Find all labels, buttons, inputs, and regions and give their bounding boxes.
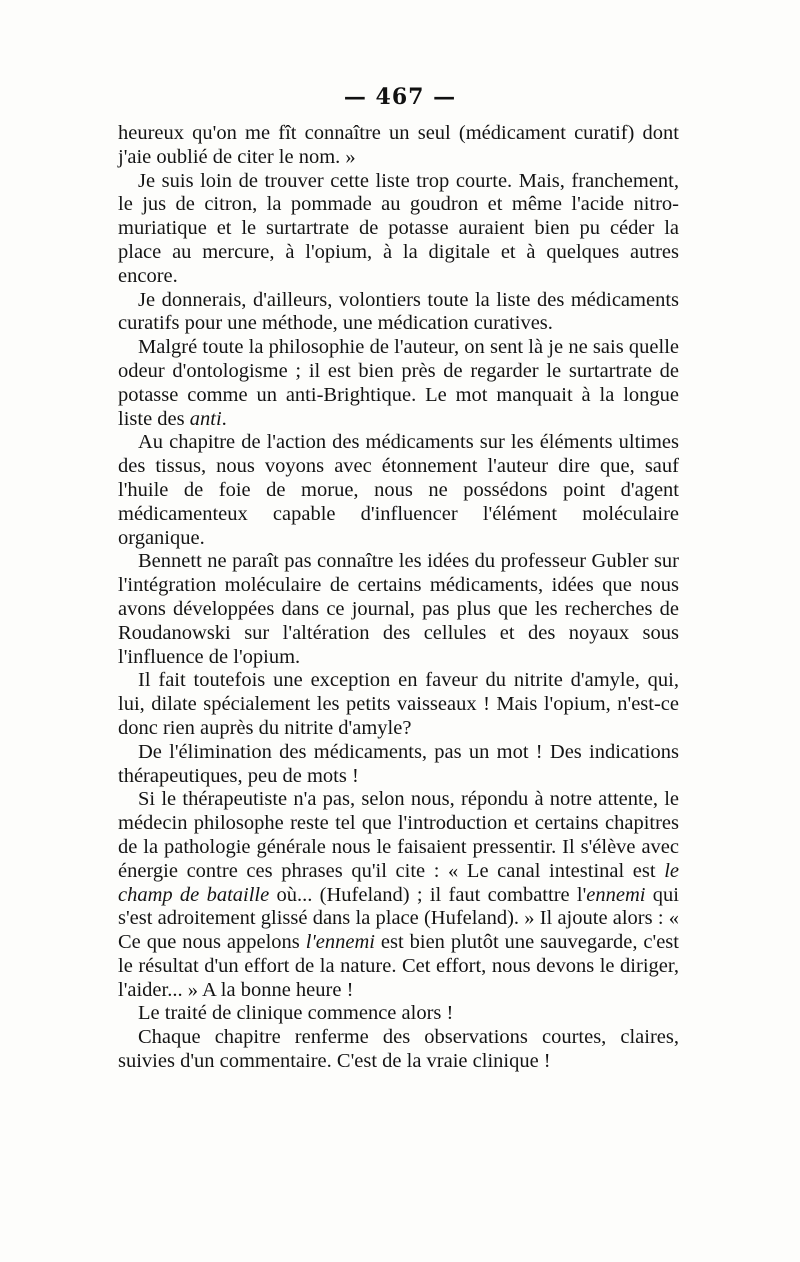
paragraph [118,1026,679,1074]
paragraph [118,431,679,550]
page-number: — 467 — [343,84,457,110]
text-run: Le traité de clinique commence alors ! [138,1002,454,1025]
body-text [118,122,679,1074]
text-run: où... (Hufeland) ; il faut combattre l' [269,883,587,906]
paragraph [118,122,679,170]
paragraph [118,1002,679,1026]
text-run: . [221,407,227,430]
text-run: Il fait toutefois une exception en faveur du nitrite d'amyle, qui, lui, dilate spécialement les petits vaisseaux ! Mais l'opium, n'est-ce donc rien auprès du nitrite d'amyle? [118,669,679,739]
text-run: Je suis loin de trouver cette liste trop courte. Mais, franchement, le jus de citron, la pommade au goudron et même l'acide nitro-muriatique et le surtartrate de potasse auraient bien pu céder la place au mercure, à l'opium, à la digitale et à quelques autres encore. [118,169,679,287]
paragraph [118,669,679,740]
paragraph [118,289,679,337]
italic-text: l'ennemi [305,931,375,954]
text-run: Je donnerais, d'ailleurs, volontiers toute la liste des médicaments curatifs pour une méthode, une médication curatives. [118,288,679,335]
text-run: Si le thérapeutiste n'a pas, selon nous, répondu à notre attente, le médecin philosophe reste tel que l'introduction et certains chapitres de la pathologie générale nous le faisaient pressentir. Il s'élève avec énergie contre ces phrases qu'il cite : « Le canal intestinal est [118,788,679,882]
italic-text: anti [189,407,222,430]
paragraph [118,550,679,669]
text-run: heureux qu'on me fît connaître un seul (médicament curatif) dont j'aie oublié de citer le nom. » [118,122,679,168]
text-run: Au chapitre de l'action des médicaments sur les éléments ultimes des tissus, nous voyons avec étonnement l'auteur dire que, sauf l'huile de foie de morue, nous ne possédons point d'agent médicamenteux capable d'influencer l'élément moléculaire organique. [118,431,679,549]
paragraph [118,170,679,289]
italic-text: le champ de bataille [118,859,679,906]
paragraph [118,336,679,431]
paragraph [118,788,679,1002]
text-run: Chaque chapitre renferme des observations courtes, claires, suivies d'un commentaire. C'est de la vraie clinique ! [118,1026,679,1073]
text-run: qui s'est adroitement glissé dans la place (Hufeland). » Il ajoute alors : « Ce que nous appelons [118,883,679,954]
text-run: De l'élimination des médicaments, pas un mot ! Des indications thérapeutiques, peu de mots ! [118,740,679,787]
text-run: Bennett ne paraît pas connaître les idées du professeur Gubler sur l'intégration moléculaire de certains médicaments, idées que nous avons développées dans ce journal, pas plus que les recherches de Roudanowski sur l'altération des cellules et des noyaux sous l'influence de l'opium. [118,550,679,668]
italic-text: ennemi [586,883,646,906]
paragraph [118,741,679,789]
text-run: Malgré toute la philosophie de l'auteur, on sent là je ne sais quelle odeur d'ontologisme ; il est bien près de regarder le surtartrate de potasse comme un anti-Brightique. Le mot manquait à la longue liste des [118,336,679,430]
text-run: est bien plutôt une sauvegarde, c'est le résultat d'un effort de la nature. Cet effort, nous devons le diriger, l'aider... » A la bonne heure ! [118,931,679,1001]
